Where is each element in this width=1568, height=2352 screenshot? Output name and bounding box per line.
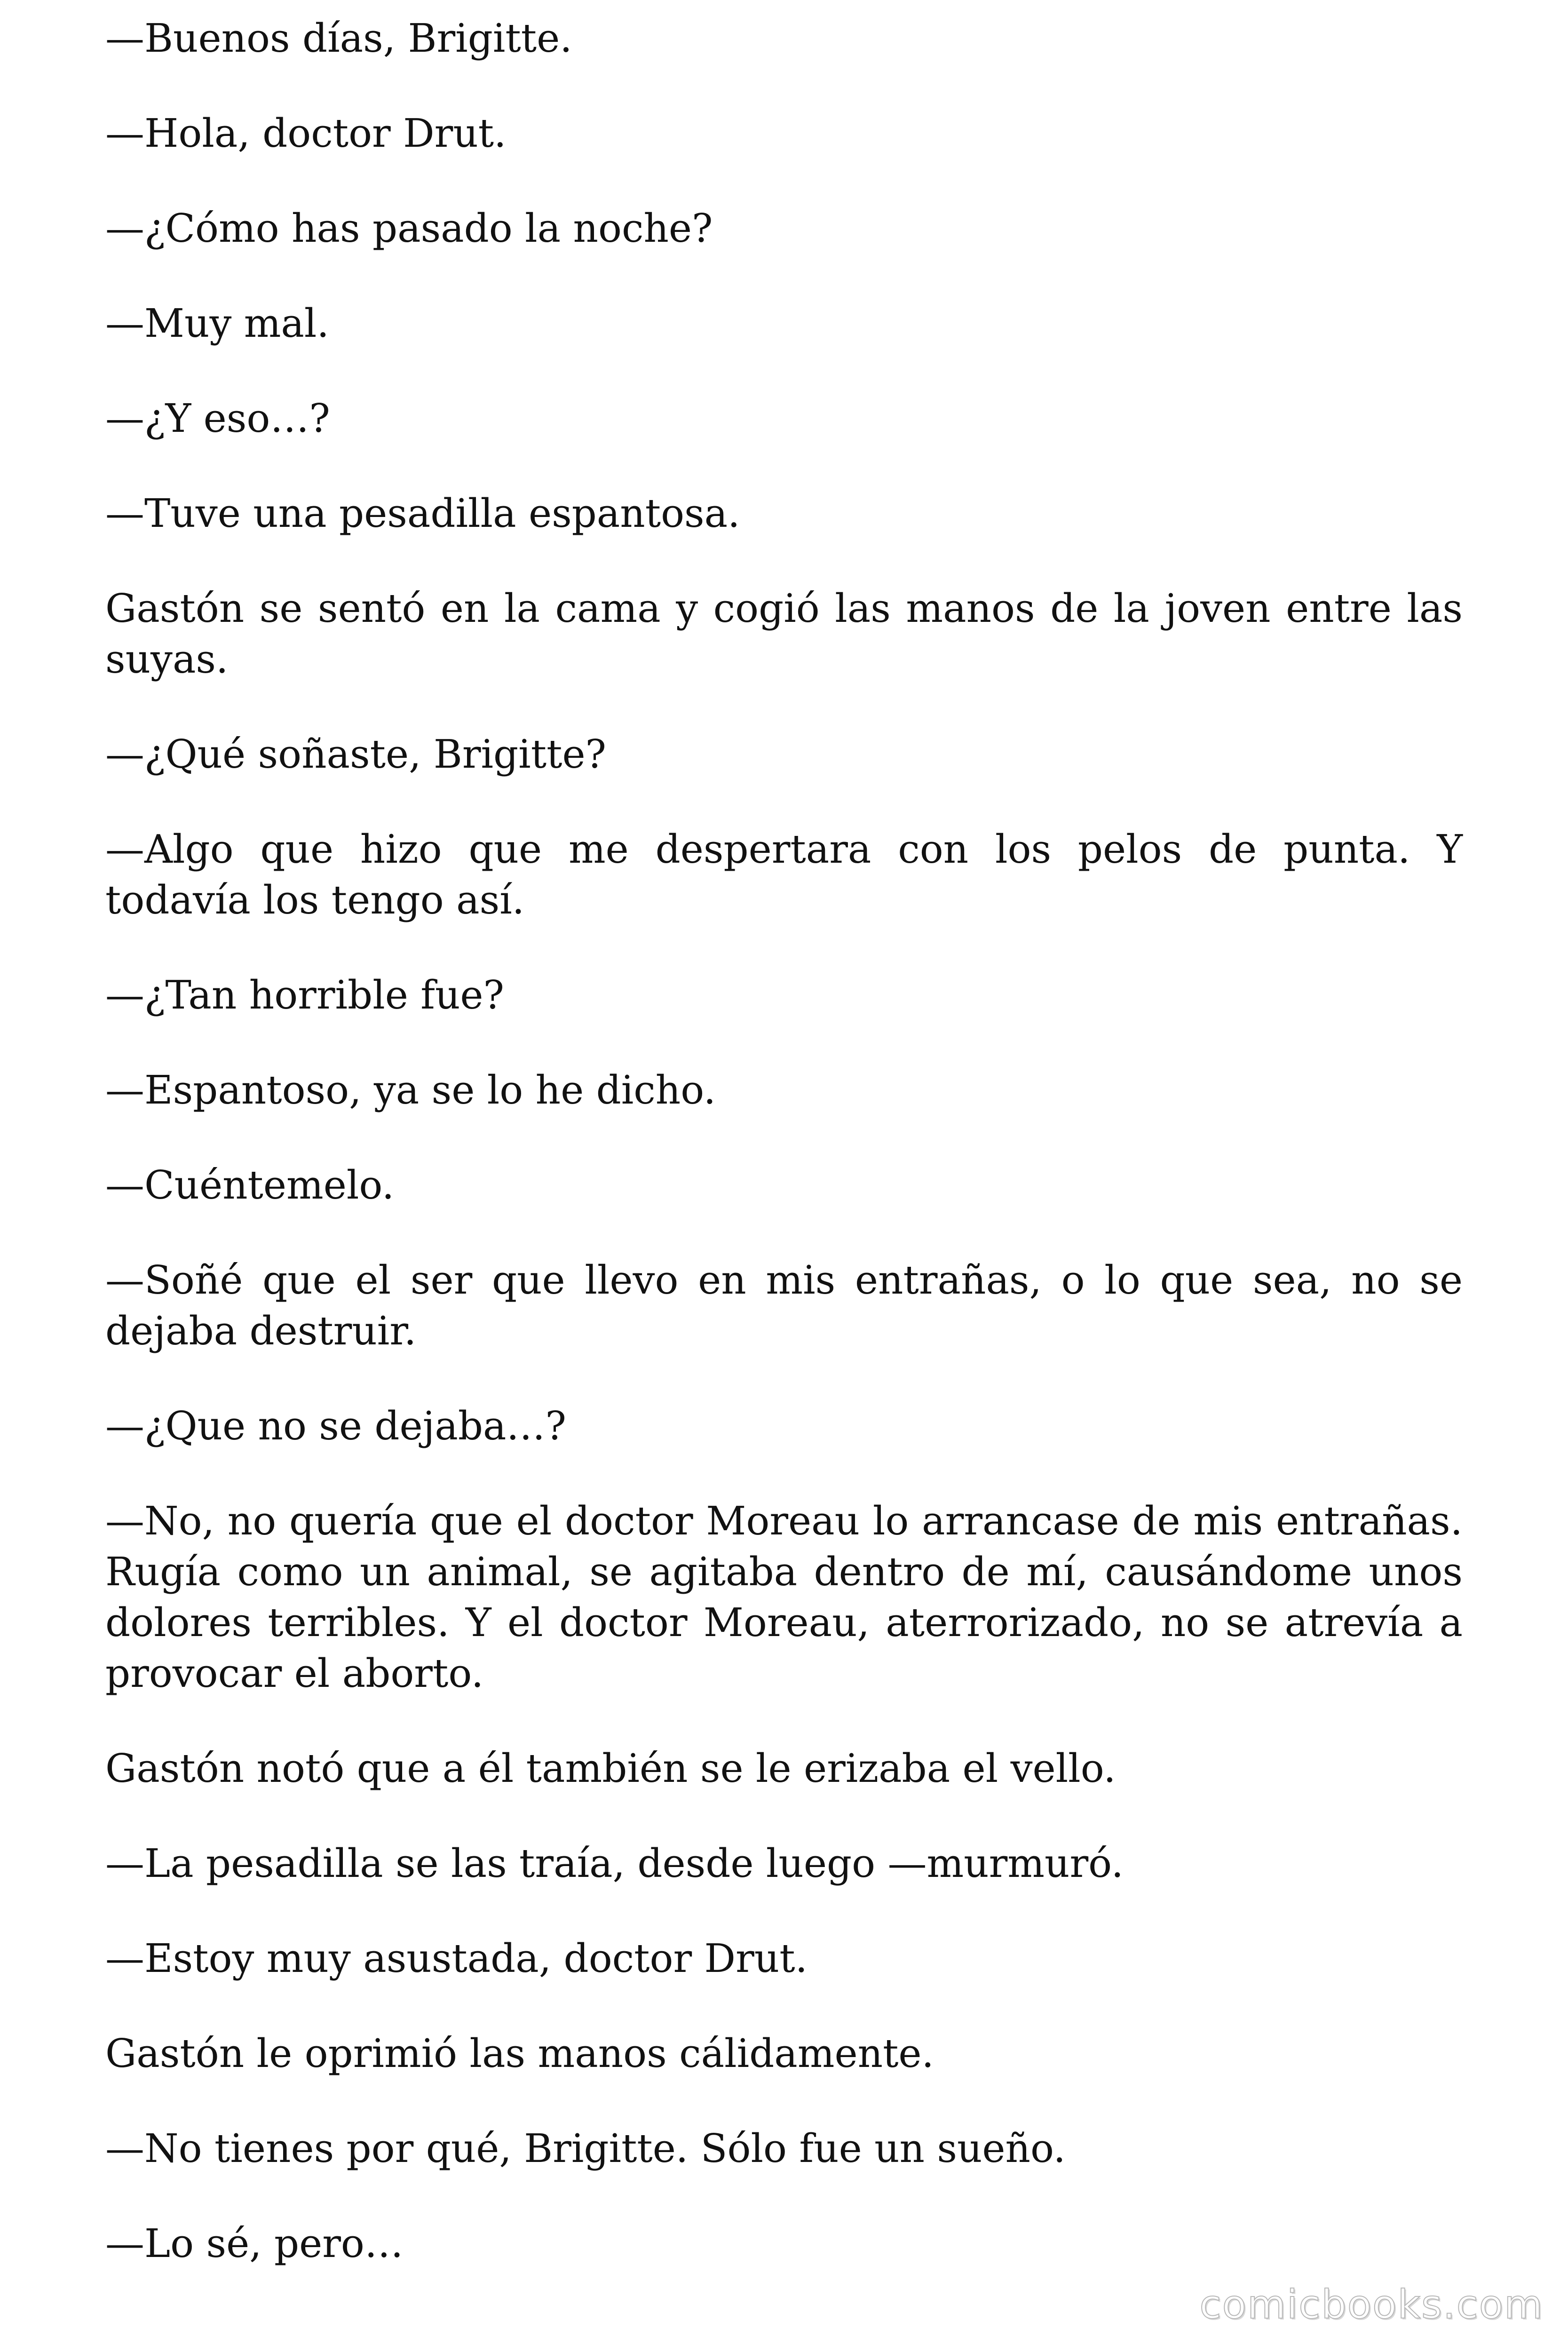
paragraph: —¿Cómo has pasado la noche? [105,206,713,251]
paragraph: —Muy mal. [105,301,329,346]
watermark: comicbooks.com [1199,2281,1544,2328]
book-page-text [105,13,1463,2313]
paragraph: Gastón le oprimió las manos cálidamente. [105,2031,934,2076]
paragraph: —No tienes por qué, Brigitte. Sólo fue un sueño. [105,2126,1066,2171]
paragraph: Gastón notó que a él también se le erizaba el vello. [105,1746,1116,1791]
paragraph: —Tuve una pesadilla espantosa. [105,491,740,536]
paragraph: —¿Y eso…? [105,396,330,441]
paragraph: —Buenos días, Brigitte. [105,16,572,61]
paragraph: —Cuéntemelo. [105,1162,395,1208]
paragraph: —Soñé que el ser que llevo en mis entrañas, o lo que sea, no se dejaba destruir. [105,1257,1463,1354]
paragraph: —No, no quería que el doctor Moreau lo arrancase de mis entrañas. Rugía como un animal, se agitaba dentro de mí, causándome unos dolores terribles. Y el doctor Moreau, aterrorizado, no se atrevía a provocar el aborto. [105,1498,1463,1696]
paragraph: —Lo sé, pero… [105,2221,404,2266]
paragraph: —Estoy muy asustada, doctor Drut. [105,1936,808,1981]
paragraph: Gastón se sentó en la cama y cogió las manos de la joven entre las suyas. [105,586,1463,682]
paragraph: —¿Que no se dejaba…? [105,1403,566,1449]
paragraph: —Espantoso, ya se lo he dicho. [105,1067,716,1113]
paragraph: —Algo que hizo que me despertara con los pelos de punta. Y todavía los tengo así. [105,826,1463,923]
paragraph: —Hola, doctor Drut. [105,111,507,156]
paragraph: —¿Tan horrible fue? [105,972,505,1018]
paragraph: —La pesadilla se las traía, desde luego —murmuró. [105,1841,1124,1886]
paragraph: —¿Qué soñaste, Brigitte? [105,731,607,777]
